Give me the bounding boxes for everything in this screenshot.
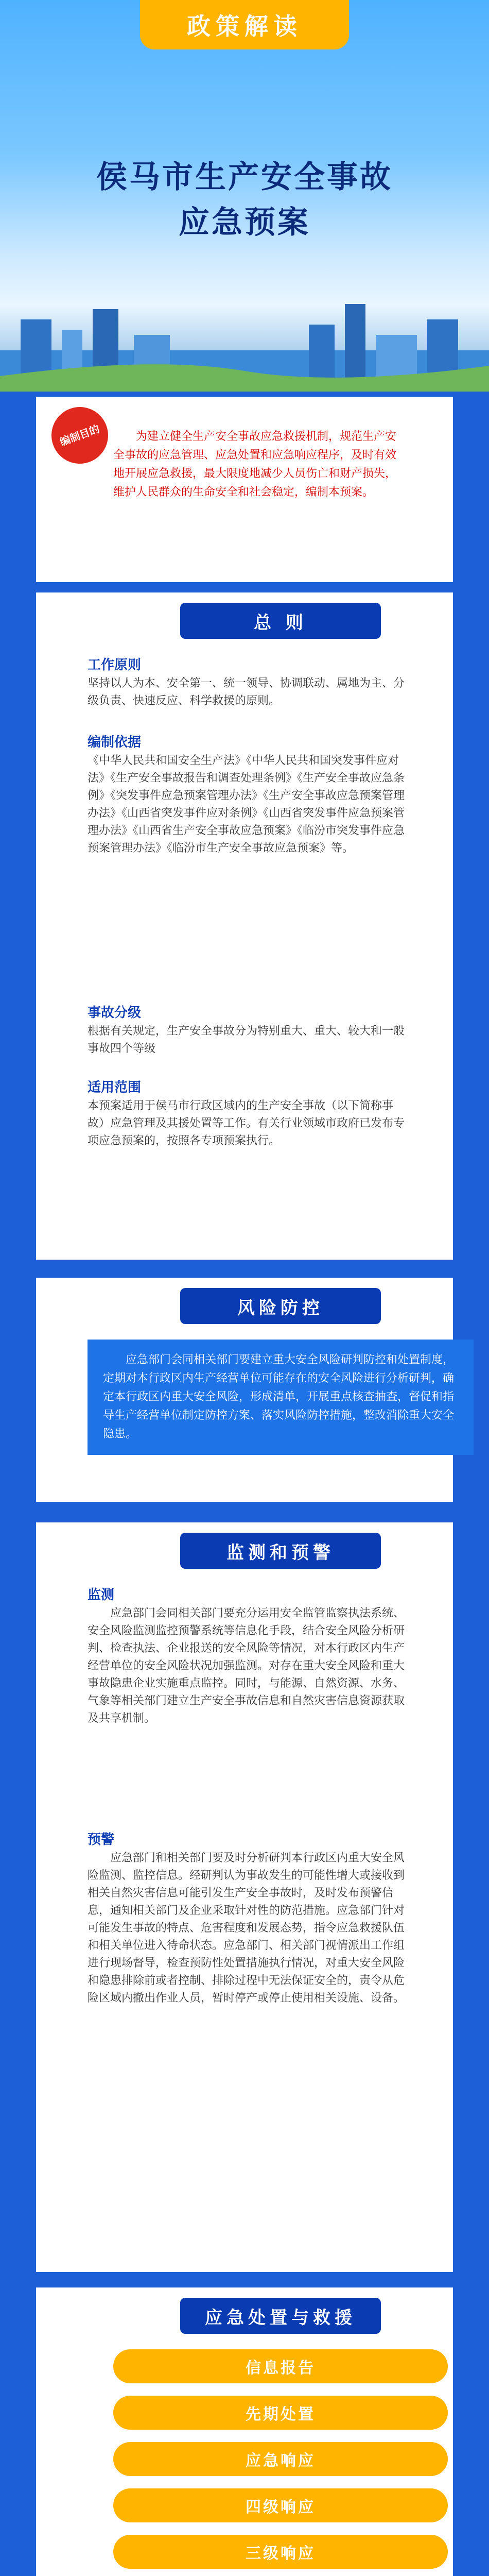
scope-heading: 适用范围 [88,1080,142,1095]
basis-text: 《中华人民共和国安全生产法》《中华人民共和国突发事件应对法》《生产安全事故报告和调查处理条例》《生产安全事故应急条例》《突发事件应急预案管理办法》《生产安全事故应急预案管理办法》《山西省突发事件应对条例》《山西省突发事件应急预案管理办法》《山西省生产安全事故应急预案》《临汾市突发事件应急预案管理办法》《临汾市生产安全事故应急预案》等。 [88,754,405,855]
response-item-info-report[interactable]: 信息报告 [113,2349,448,2383]
response-item-level-3[interactable]: 三级响应 [113,2535,448,2569]
monitoring-text: 应急部门会同相关部门要充分运用安全监管监察执法系统、安全风险监测监控预警系统等信息化手段，结合安全风险分析研判、检查执法、企业报送的安全风险等情况，对本行政区内生产经营单位的安全风险状况加强监测。对存在重大安全风险和重大事故隐患企业实施重点监控。同时，与能源、自然资源、水务、气象等相关部门建立生产安全事故信息和自然灾害信息资源获取及共享机制。 [88,1607,405,1725]
risk-control-text: 应急部门会同相关部门要建立重大安全风险研判防控和处置制度，定期对本行政区内生产经营单位可能存在的安全风险进行分析研判，确定本行政区内重大安全风险，形成清单，开展重点核查抽查，督促和指导生产经营单位制定防控方案、落实风险防控措施，整改消除重大安全隐患。 [88,1340,474,1455]
title-line-1: 侯马市生产安全事故 [96,159,393,195]
basis-heading: 编制依据 [88,735,142,750]
city-skyline-illustration [0,289,489,392]
risk-control-section [36,1278,453,1502]
grade-heading: 事故分级 [88,1005,142,1021]
monitoring-heading: 监测 [88,1587,115,1603]
principle-text: 坚持以人为本、安全第一、统一领导、协调联动、属地为主、分级负责、快速反应、科学救援的原则。 [88,677,405,707]
monitoring-section [36,1522,453,2272]
principle-heading: 工作原则 [88,657,142,673]
section-heading-general: 总 则 [180,603,381,639]
section-heading-response: 应急处置与救援 [180,2298,381,2334]
scope-text: 本预案适用于侯马市行政区域内的生产安全事故（以下简称事故）应急管理及其援处置等工作。有关行业领域市政府已发布专项应急预案的，按照各专项预案执行。 [88,1099,405,1147]
hero-banner [0,0,489,392]
response-section [36,2287,453,2576]
intro-card [36,397,453,582]
general-section [36,592,453,1260]
title-line-2: 应急预案 [179,205,310,241]
response-item-initial-handling[interactable]: 先期处置 [113,2396,448,2430]
policy-tag: 政策解读 [140,0,349,49]
response-item-level-4[interactable]: 四级响应 [113,2488,448,2522]
purpose-seal: 编制目的 [44,399,116,472]
warning-text: 应急部门和相关部门要及时分析研判本行政区内重大安全风险监测、监控信息。经研判认为事故发生的可能性增大或接收到相关自然灾害信息可能引发生产安全事故时，及时发布预警信息，通知相关部门及企业采取针对性的防范措施。应急部门针对可能发生事故的特点、危害程度和发展态势，指令应急救援队伍和相关单位进入待命状态。应急部门、相关部门视情派出工作组进行现场督导，检查预防性处置措施执行情况，对重大安全风险和隐患排除前或者控制、排除过程中无法保证安全的，责令从危险区域内撤出作业人员，暂时停产或停止使用相关设施、设备。 [88,1852,405,2005]
section-heading-monitoring: 监测和预警 [180,1533,381,1569]
page-title [0,155,489,245]
warning-heading: 预警 [88,1832,115,1848]
response-item-emergency-response[interactable]: 应急响应 [113,2442,448,2476]
intro-text: 为建立健全生产安全事故应急救援机制，规范生产安全事故的应急管理、应急处置和应急响应程序，及时有效地开展应急救援，最大限度地减少人员伤亡和财产损失，维护人民群众的生命安全和社会稳定，编制本预案。 [113,430,397,499]
grade-text: 根据有关规定，生产安全事故分为特别重大、重大、较大和一般事故四个等级 [88,1025,405,1055]
section-heading-risk: 风险防控 [180,1288,381,1324]
